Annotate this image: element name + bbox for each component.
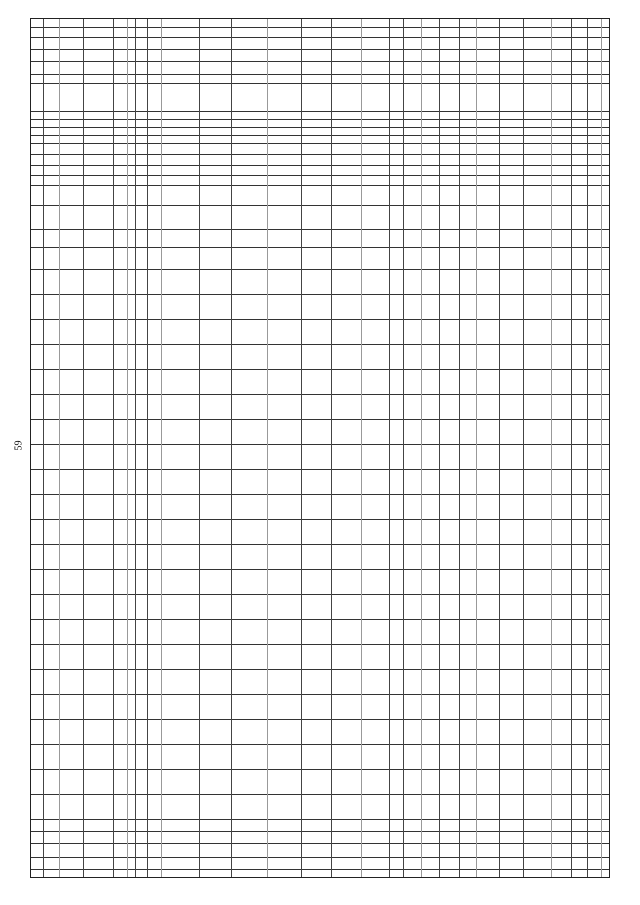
table-rule-vertical: [551, 19, 552, 877]
table-rule-vertical: [59, 19, 60, 877]
table-rule-vertical: [331, 19, 332, 877]
table-rule-vertical: [113, 19, 114, 877]
page-number: 59: [13, 440, 25, 451]
table-rule-vertical: [301, 19, 302, 877]
table-rule-vertical: [161, 19, 162, 877]
table-rule-vertical: [361, 19, 362, 877]
table-rule-vertical: [83, 19, 84, 877]
table-rule-vertical: [43, 19, 44, 877]
table-rule-vertical: [421, 19, 422, 877]
table-rule-vertical: [587, 19, 588, 877]
table-rule-vertical: [523, 19, 524, 877]
table-rule-vertical: [135, 19, 136, 877]
landscape-table-sheet: [30, 18, 610, 878]
table-rule-vertical: [231, 19, 232, 877]
table-rule-vertical: [199, 19, 200, 877]
table-rule-vertical: [459, 19, 460, 877]
table-rule-vertical: [147, 19, 148, 877]
table-rule-vertical: [127, 19, 128, 877]
table-rule-vertical: [389, 19, 390, 877]
table-rule-vertical: [476, 19, 477, 877]
table-rule-vertical: [499, 19, 500, 877]
table-rule-vertical: [571, 19, 572, 877]
table-rule-vertical: [439, 19, 440, 877]
table-rule-vertical: [267, 19, 268, 877]
table-rule-vertical: [601, 19, 602, 877]
table-rule-vertical: [403, 19, 404, 877]
